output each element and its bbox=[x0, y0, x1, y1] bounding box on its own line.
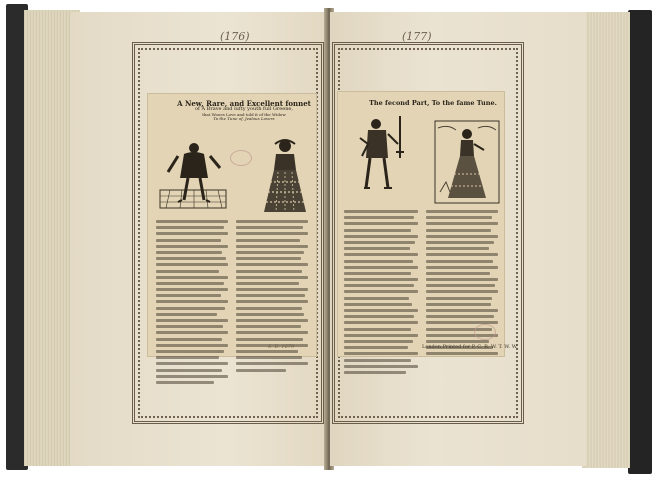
right-text-column-1 bbox=[344, 210, 418, 377]
left-page bbox=[70, 12, 328, 466]
woodcut-man-figure bbox=[158, 138, 230, 210]
library-stamp bbox=[230, 150, 252, 166]
right-folio: (177) bbox=[402, 30, 432, 43]
left-text-column-1 bbox=[156, 220, 228, 387]
left-text-column-2 bbox=[236, 220, 308, 375]
woodcut-soldier-figure bbox=[356, 114, 406, 198]
right-ballad-sheet bbox=[338, 92, 518, 356]
second-part-title: The fecond Part, To the fame Tune. bbox=[369, 99, 497, 107]
library-stamp-right bbox=[474, 324, 496, 340]
handwritten-signature: S. D. 1679 bbox=[268, 344, 295, 350]
ballad-title: A New, Rare, and Excellent fonnet of A Brave and lufty youth full Greene, that Wooes Love and told it of the Widow To the Tune of, Jealous Lovers bbox=[177, 99, 311, 121]
right-page-edges bbox=[582, 12, 630, 468]
right-cover bbox=[628, 10, 652, 474]
right-page bbox=[330, 12, 586, 466]
woodcut-lady-figure bbox=[434, 120, 500, 204]
left-folio: (176) bbox=[220, 30, 250, 43]
colophon: London Printed for P. C. R. W. T. W. W. bbox=[422, 344, 518, 350]
left-ballad-sheet bbox=[148, 94, 316, 356]
woodcut-woman-figure bbox=[260, 136, 310, 214]
